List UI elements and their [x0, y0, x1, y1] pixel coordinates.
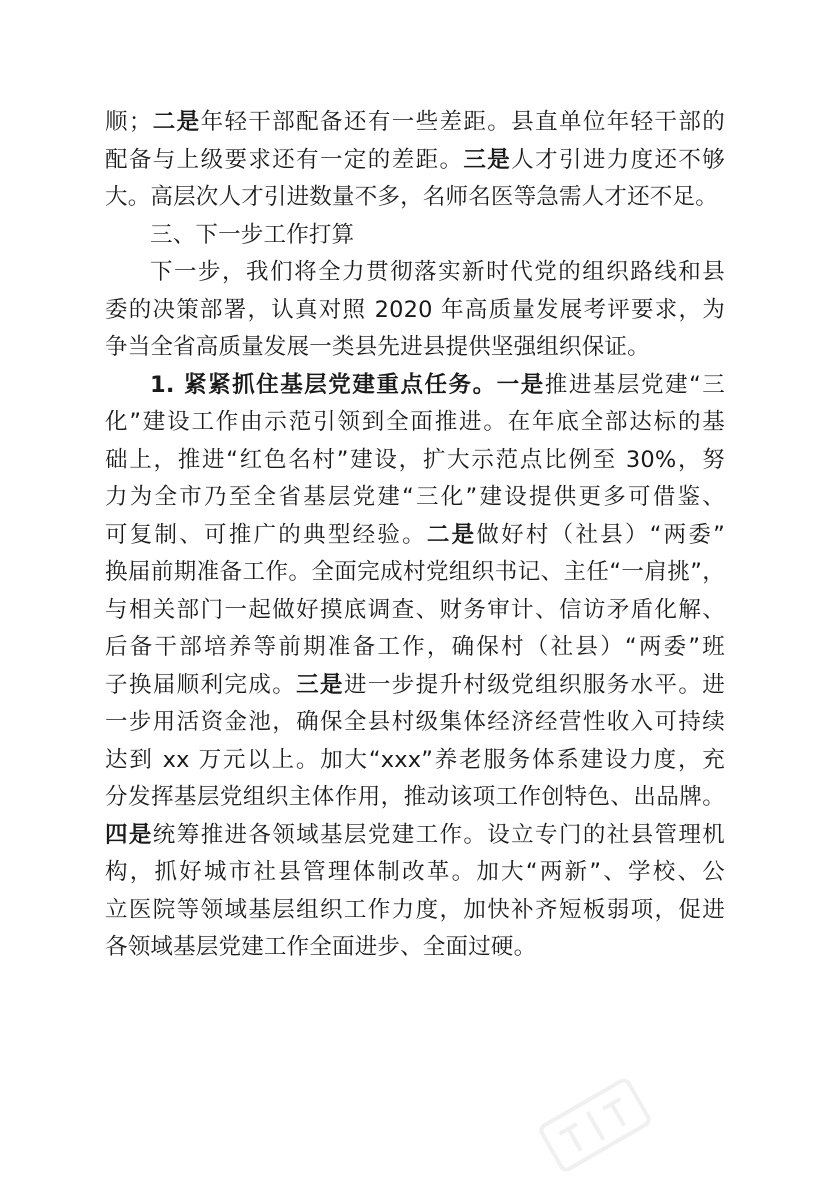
text-line [105, 704, 725, 742]
text-line [105, 404, 725, 442]
text-run: 顺； [105, 109, 152, 135]
text-line [105, 892, 725, 930]
text-run: 构，抓好城市社县管理体制改革。加大“两新”、学校、公 [105, 859, 725, 885]
text-run: 力为全市乃至全省基层党建“三化”建设提供更多可借鉴、 [105, 484, 725, 510]
text-run: 化”建设工作由示范引领到全面推进。在年底全部达标的基 [105, 409, 725, 435]
paragraph-task-list [105, 367, 725, 967]
text-line [105, 442, 725, 480]
emphasis-run: 二是 [151, 109, 201, 135]
text-run: 可复制、可推广的典型经验。 [105, 521, 427, 548]
text-line: 委的决策部署，认真对照 2020 年高质量发展考评要求，为 [105, 296, 725, 323]
text-line [105, 929, 725, 967]
text-line [105, 854, 725, 892]
text-run: 进一步提升村级党组织服务水平。进 [343, 671, 726, 698]
text-line [105, 779, 725, 817]
text-line [105, 367, 725, 405]
text-line [105, 742, 725, 780]
document-page [105, 104, 725, 967]
emphasis-run: 一是 [496, 371, 545, 398]
text-line [105, 179, 725, 217]
text-run: 换届前期准备工作。全面完成村党组织书记、主任“一肩挑”， [105, 559, 725, 585]
text-run: 大。高层次人才引进数量不多，名师名医等急需人才还不足。 [105, 184, 718, 210]
text-line [105, 667, 725, 705]
text-line [105, 142, 725, 180]
emphasis-run: 三是 [296, 671, 344, 698]
text-run: 配备与上级要求还有一定的差距。 [105, 146, 464, 173]
text-run: 与相关部门一起做好摸底调查、财务审计、信访矛盾化解、 [105, 596, 725, 623]
emphasis-run: 二是 [426, 521, 477, 548]
text-line [105, 817, 725, 855]
text-run: 达到 xx 万元以上。加大“xxx”养老服务体系建设力度，充 [105, 746, 725, 773]
section-heading: 三、下一步工作打算 [150, 221, 355, 248]
text-line [105, 592, 725, 630]
text-run: 分发挥基层党组织主体作用，推动该项工作创特色、出品牌。 [105, 784, 725, 810]
text-run: 础上，推进“红色名村”建设，扩大示范点比例至 30%，努 [105, 446, 725, 473]
text-line [105, 554, 725, 592]
emphasis-run: 四是 [105, 821, 153, 848]
text-line [105, 629, 725, 667]
text-run: 子换届顺利完成。 [105, 671, 297, 698]
text-run: 统筹推进各领域基层党建工作。设立专门的社县管理机 [152, 821, 725, 848]
text-run: 各领域基层党建工作全面进步、全面过硬。 [105, 934, 537, 960]
emphasis-run: 1. 紧紧抓住基层党建重点任务。 [150, 371, 497, 398]
text-run: 一步用活资金池，确保全县村级集体经济经营性收入可持续 [105, 709, 725, 735]
emphasis-run: 三是 [463, 146, 512, 173]
text-run: 后备干部培养等前期准备工作，确保村（社县）“两委”班 [105, 634, 725, 660]
text-run: 人才引进力度还不够 [511, 146, 725, 173]
text-run: 年轻干部配备还有一些差距。县直单位年轻干部的 [200, 109, 725, 135]
text-run: 立医院等领域基层组织工作力度，加快补齐短板弱项，促进 [105, 896, 725, 923]
watermark-logo [520, 1070, 670, 1180]
text-line [105, 104, 725, 142]
text-line [105, 479, 725, 517]
text-line: 争当全省高质量发展一类县先进县提供坚强组织保证。 [105, 334, 650, 360]
text-line [105, 517, 725, 555]
text-run: 推进基层党建“三 [544, 371, 725, 398]
text-line: 下一步，我们将全力贯彻落实新时代党的组织路线和县 [150, 259, 725, 285]
text-run: 做好村（社县）“两委” [476, 521, 726, 548]
